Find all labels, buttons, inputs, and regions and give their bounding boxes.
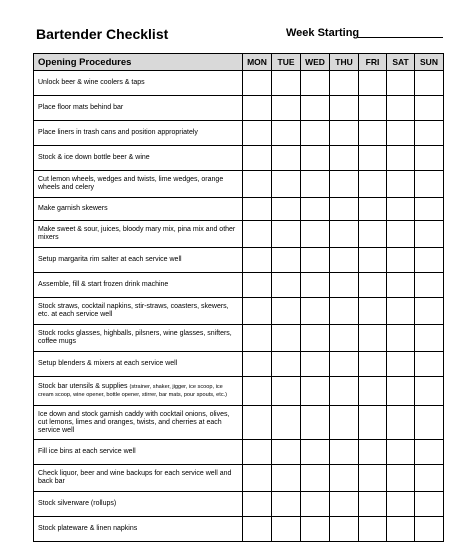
check-box[interactable]: [301, 198, 330, 221]
check-box[interactable]: [272, 96, 301, 121]
check-box[interactable]: [387, 121, 415, 146]
task-label: Cut lemon wheels, wedges and twists, lime wedges, orange wheels and celery: [38, 176, 224, 191]
check-box[interactable]: [330, 406, 359, 440]
check-box[interactable]: [387, 198, 415, 221]
check-box[interactable]: [330, 171, 359, 198]
check-box[interactable]: [272, 198, 301, 221]
check-box[interactable]: [243, 248, 272, 273]
check-box[interactable]: [387, 377, 415, 406]
table-row: [34, 352, 444, 377]
check-box[interactable]: [330, 298, 359, 325]
check-box[interactable]: [272, 352, 301, 377]
day-header: SAT: [387, 54, 415, 71]
check-box[interactable]: [301, 71, 330, 96]
check-box[interactable]: [301, 96, 330, 121]
day-header: MON: [243, 54, 272, 71]
task-cell: [34, 377, 243, 406]
task-label: Setup blenders & mixers at each service well: [38, 360, 178, 367]
check-box[interactable]: [387, 465, 415, 492]
table-row: [34, 71, 444, 96]
table-row: [34, 221, 444, 248]
check-box[interactable]: [415, 71, 444, 96]
table-row: [34, 377, 444, 406]
check-box[interactable]: [387, 352, 415, 377]
check-box[interactable]: [272, 325, 301, 352]
task-label: Unlock beer & wine coolers & taps: [38, 79, 145, 86]
check-box[interactable]: [330, 96, 359, 121]
table-row: [34, 248, 444, 273]
table-row: [34, 198, 444, 221]
check-box[interactable]: [301, 377, 330, 406]
check-box[interactable]: [272, 517, 301, 542]
check-box[interactable]: [243, 71, 272, 96]
check-box[interactable]: [272, 221, 301, 248]
task-label: Setup margarita rim salter at each service well: [38, 256, 182, 263]
check-box[interactable]: [243, 377, 272, 406]
check-box[interactable]: [415, 198, 444, 221]
check-box[interactable]: [415, 221, 444, 248]
task-cell: [34, 517, 243, 542]
check-box[interactable]: [301, 248, 330, 273]
check-box[interactable]: [272, 273, 301, 298]
table-row: [34, 96, 444, 121]
check-box[interactable]: [415, 492, 444, 517]
check-box[interactable]: [359, 440, 387, 465]
check-box[interactable]: [243, 325, 272, 352]
check-box[interactable]: [330, 121, 359, 146]
check-box[interactable]: [301, 273, 330, 298]
check-box[interactable]: [415, 146, 444, 171]
table-row: [34, 121, 444, 146]
check-box[interactable]: [415, 171, 444, 198]
check-box[interactable]: [387, 440, 415, 465]
day-header: FRI: [359, 54, 387, 71]
check-box[interactable]: [301, 352, 330, 377]
task-cell: [34, 146, 243, 171]
check-box[interactable]: [359, 198, 387, 221]
check-box[interactable]: [301, 325, 330, 352]
task-label: Check liquor, beer and wine backups for each service well and back bar: [38, 470, 232, 485]
check-box[interactable]: [359, 146, 387, 171]
check-box[interactable]: [243, 96, 272, 121]
check-box[interactable]: [301, 406, 330, 440]
task-label: Stock rocks glasses, highballs, pilsners, wine glasses, snifters, coffee mugs: [38, 330, 232, 345]
check-box[interactable]: [359, 171, 387, 198]
check-box[interactable]: [301, 146, 330, 171]
task-label: Assemble, fill & start frozen drink machine: [38, 281, 169, 288]
check-box[interactable]: [243, 298, 272, 325]
check-box[interactable]: [387, 248, 415, 273]
table-row: [34, 517, 444, 542]
table-row: [34, 406, 444, 440]
task-cell: [34, 248, 243, 273]
day-header: SUN: [415, 54, 444, 71]
check-box[interactable]: [387, 406, 415, 440]
check-box[interactable]: [272, 121, 301, 146]
task-label: Fill ice bins at each service well: [38, 448, 136, 455]
check-box[interactable]: [359, 96, 387, 121]
check-box[interactable]: [387, 71, 415, 96]
check-box[interactable]: [359, 298, 387, 325]
task-cell: [34, 492, 243, 517]
day-header: TUE: [272, 54, 301, 71]
task-cell: [34, 171, 243, 198]
table-row: [34, 171, 444, 198]
check-box[interactable]: [415, 298, 444, 325]
check-box[interactable]: [243, 517, 272, 542]
check-box[interactable]: [387, 96, 415, 121]
check-box[interactable]: [301, 171, 330, 198]
checklist-table: [33, 53, 444, 542]
task-label: Stock straws, cocktail napkins, stir-straws, coasters, skewers, etc. at each service well: [38, 303, 229, 318]
day-header: THU: [330, 54, 359, 71]
check-box[interactable]: [272, 146, 301, 171]
check-box[interactable]: [387, 146, 415, 171]
check-box[interactable]: [243, 171, 272, 198]
check-box[interactable]: [359, 352, 387, 377]
check-box[interactable]: [415, 406, 444, 440]
check-box[interactable]: [330, 517, 359, 542]
check-box[interactable]: [272, 171, 301, 198]
check-box[interactable]: [243, 465, 272, 492]
table-row: [34, 440, 444, 465]
check-box[interactable]: [330, 71, 359, 96]
check-box[interactable]: [301, 517, 330, 542]
check-box[interactable]: [243, 121, 272, 146]
task-label: Stock plateware & linen napkins: [38, 525, 138, 532]
check-box[interactable]: [243, 273, 272, 298]
check-box[interactable]: [272, 248, 301, 273]
task-cell: [34, 198, 243, 221]
task-cell: [34, 406, 243, 440]
check-box[interactable]: [272, 440, 301, 465]
check-box[interactable]: [415, 248, 444, 273]
task-label: Make sweet & sour, juices, bloody mary mix, pina mix and other mixers: [38, 226, 236, 241]
check-box[interactable]: [272, 298, 301, 325]
task-label: Make garnish skewers: [38, 205, 108, 212]
task-label: Stock bar utensils & supplies: [38, 383, 128, 390]
check-box[interactable]: [301, 465, 330, 492]
check-box[interactable]: [359, 406, 387, 440]
check-box[interactable]: [359, 71, 387, 96]
check-box[interactable]: [301, 492, 330, 517]
check-box[interactable]: [272, 406, 301, 440]
week-starting-blank[interactable]: [358, 37, 443, 38]
check-box[interactable]: [415, 121, 444, 146]
task-label: Ice down and stock garnish caddy with cocktail onions, olives, cut lemons, limes and oranges, twists, and cherries at each service well: [38, 410, 230, 434]
task-cell: [34, 71, 243, 96]
check-box[interactable]: [243, 221, 272, 248]
table-header-row: [34, 54, 444, 71]
day-header: WED: [301, 54, 330, 71]
task-cell: [34, 298, 243, 325]
check-box[interactable]: [359, 248, 387, 273]
task-cell: [34, 96, 243, 121]
check-box[interactable]: [359, 273, 387, 298]
check-box[interactable]: [387, 325, 415, 352]
check-box[interactable]: [387, 221, 415, 248]
table-row: [34, 492, 444, 517]
check-box[interactable]: [330, 248, 359, 273]
check-box[interactable]: [359, 121, 387, 146]
check-box[interactable]: [272, 377, 301, 406]
check-box[interactable]: [359, 517, 387, 542]
check-box[interactable]: [243, 406, 272, 440]
check-box[interactable]: [415, 377, 444, 406]
opening-procedures-header: Opening Procedures: [34, 54, 243, 71]
task-cell: [34, 465, 243, 492]
check-box[interactable]: [301, 440, 330, 465]
check-box[interactable]: [415, 325, 444, 352]
task-cell: [34, 325, 243, 352]
check-box[interactable]: [272, 492, 301, 517]
check-box[interactable]: [415, 273, 444, 298]
check-box[interactable]: [415, 465, 444, 492]
check-box[interactable]: [330, 325, 359, 352]
check-box[interactable]: [359, 492, 387, 517]
check-box[interactable]: [243, 198, 272, 221]
check-box[interactable]: [330, 146, 359, 171]
check-box[interactable]: [359, 221, 387, 248]
table-row: [34, 298, 444, 325]
check-box[interactable]: [415, 352, 444, 377]
task-cell: [34, 121, 243, 146]
page-title: Bartender Checklist: [36, 26, 169, 42]
check-box[interactable]: [415, 440, 444, 465]
check-box[interactable]: [301, 221, 330, 248]
task-cell: [34, 221, 243, 248]
task-cell: [34, 273, 243, 298]
check-box[interactable]: [243, 492, 272, 517]
check-box[interactable]: [387, 273, 415, 298]
check-box[interactable]: [301, 298, 330, 325]
task-label: Place liners in trash cans and position appropriately: [38, 129, 198, 136]
check-box[interactable]: [387, 517, 415, 542]
task-label: Place floor mats behind bar: [38, 104, 124, 111]
check-box[interactable]: [243, 146, 272, 171]
check-box[interactable]: [330, 273, 359, 298]
check-box[interactable]: [330, 221, 359, 248]
task-cell: [34, 352, 243, 377]
task-note: (strainer, shaker, jigger, ice scoop, ice cream scoop, wine opener, bottle opener, stirrer, bar mats, pour spouts, etc.): [38, 384, 228, 398]
check-box[interactable]: [301, 121, 330, 146]
check-box[interactable]: [330, 465, 359, 492]
check-box[interactable]: [330, 198, 359, 221]
check-box[interactable]: [359, 325, 387, 352]
week-starting-label: Week Starting: [286, 27, 360, 39]
check-box[interactable]: [387, 298, 415, 325]
table-row: [34, 465, 444, 492]
table-row: [34, 273, 444, 298]
check-box[interactable]: [272, 71, 301, 96]
check-box[interactable]: [330, 352, 359, 377]
check-box[interactable]: [330, 377, 359, 406]
table-row: [34, 325, 444, 352]
check-box[interactable]: [359, 377, 387, 406]
check-box[interactable]: [359, 465, 387, 492]
check-box[interactable]: [243, 352, 272, 377]
check-box[interactable]: [330, 440, 359, 465]
check-box[interactable]: [387, 171, 415, 198]
check-box[interactable]: [387, 492, 415, 517]
check-box[interactable]: [415, 96, 444, 121]
table-row: [34, 146, 444, 171]
check-box[interactable]: [330, 492, 359, 517]
check-box[interactable]: [243, 440, 272, 465]
check-box[interactable]: [415, 517, 444, 542]
task-label: Stock silverware (rollups): [38, 500, 117, 507]
task-cell: [34, 440, 243, 465]
check-box[interactable]: [272, 465, 301, 492]
task-label: Stock & ice down bottle beer & wine: [38, 154, 150, 161]
